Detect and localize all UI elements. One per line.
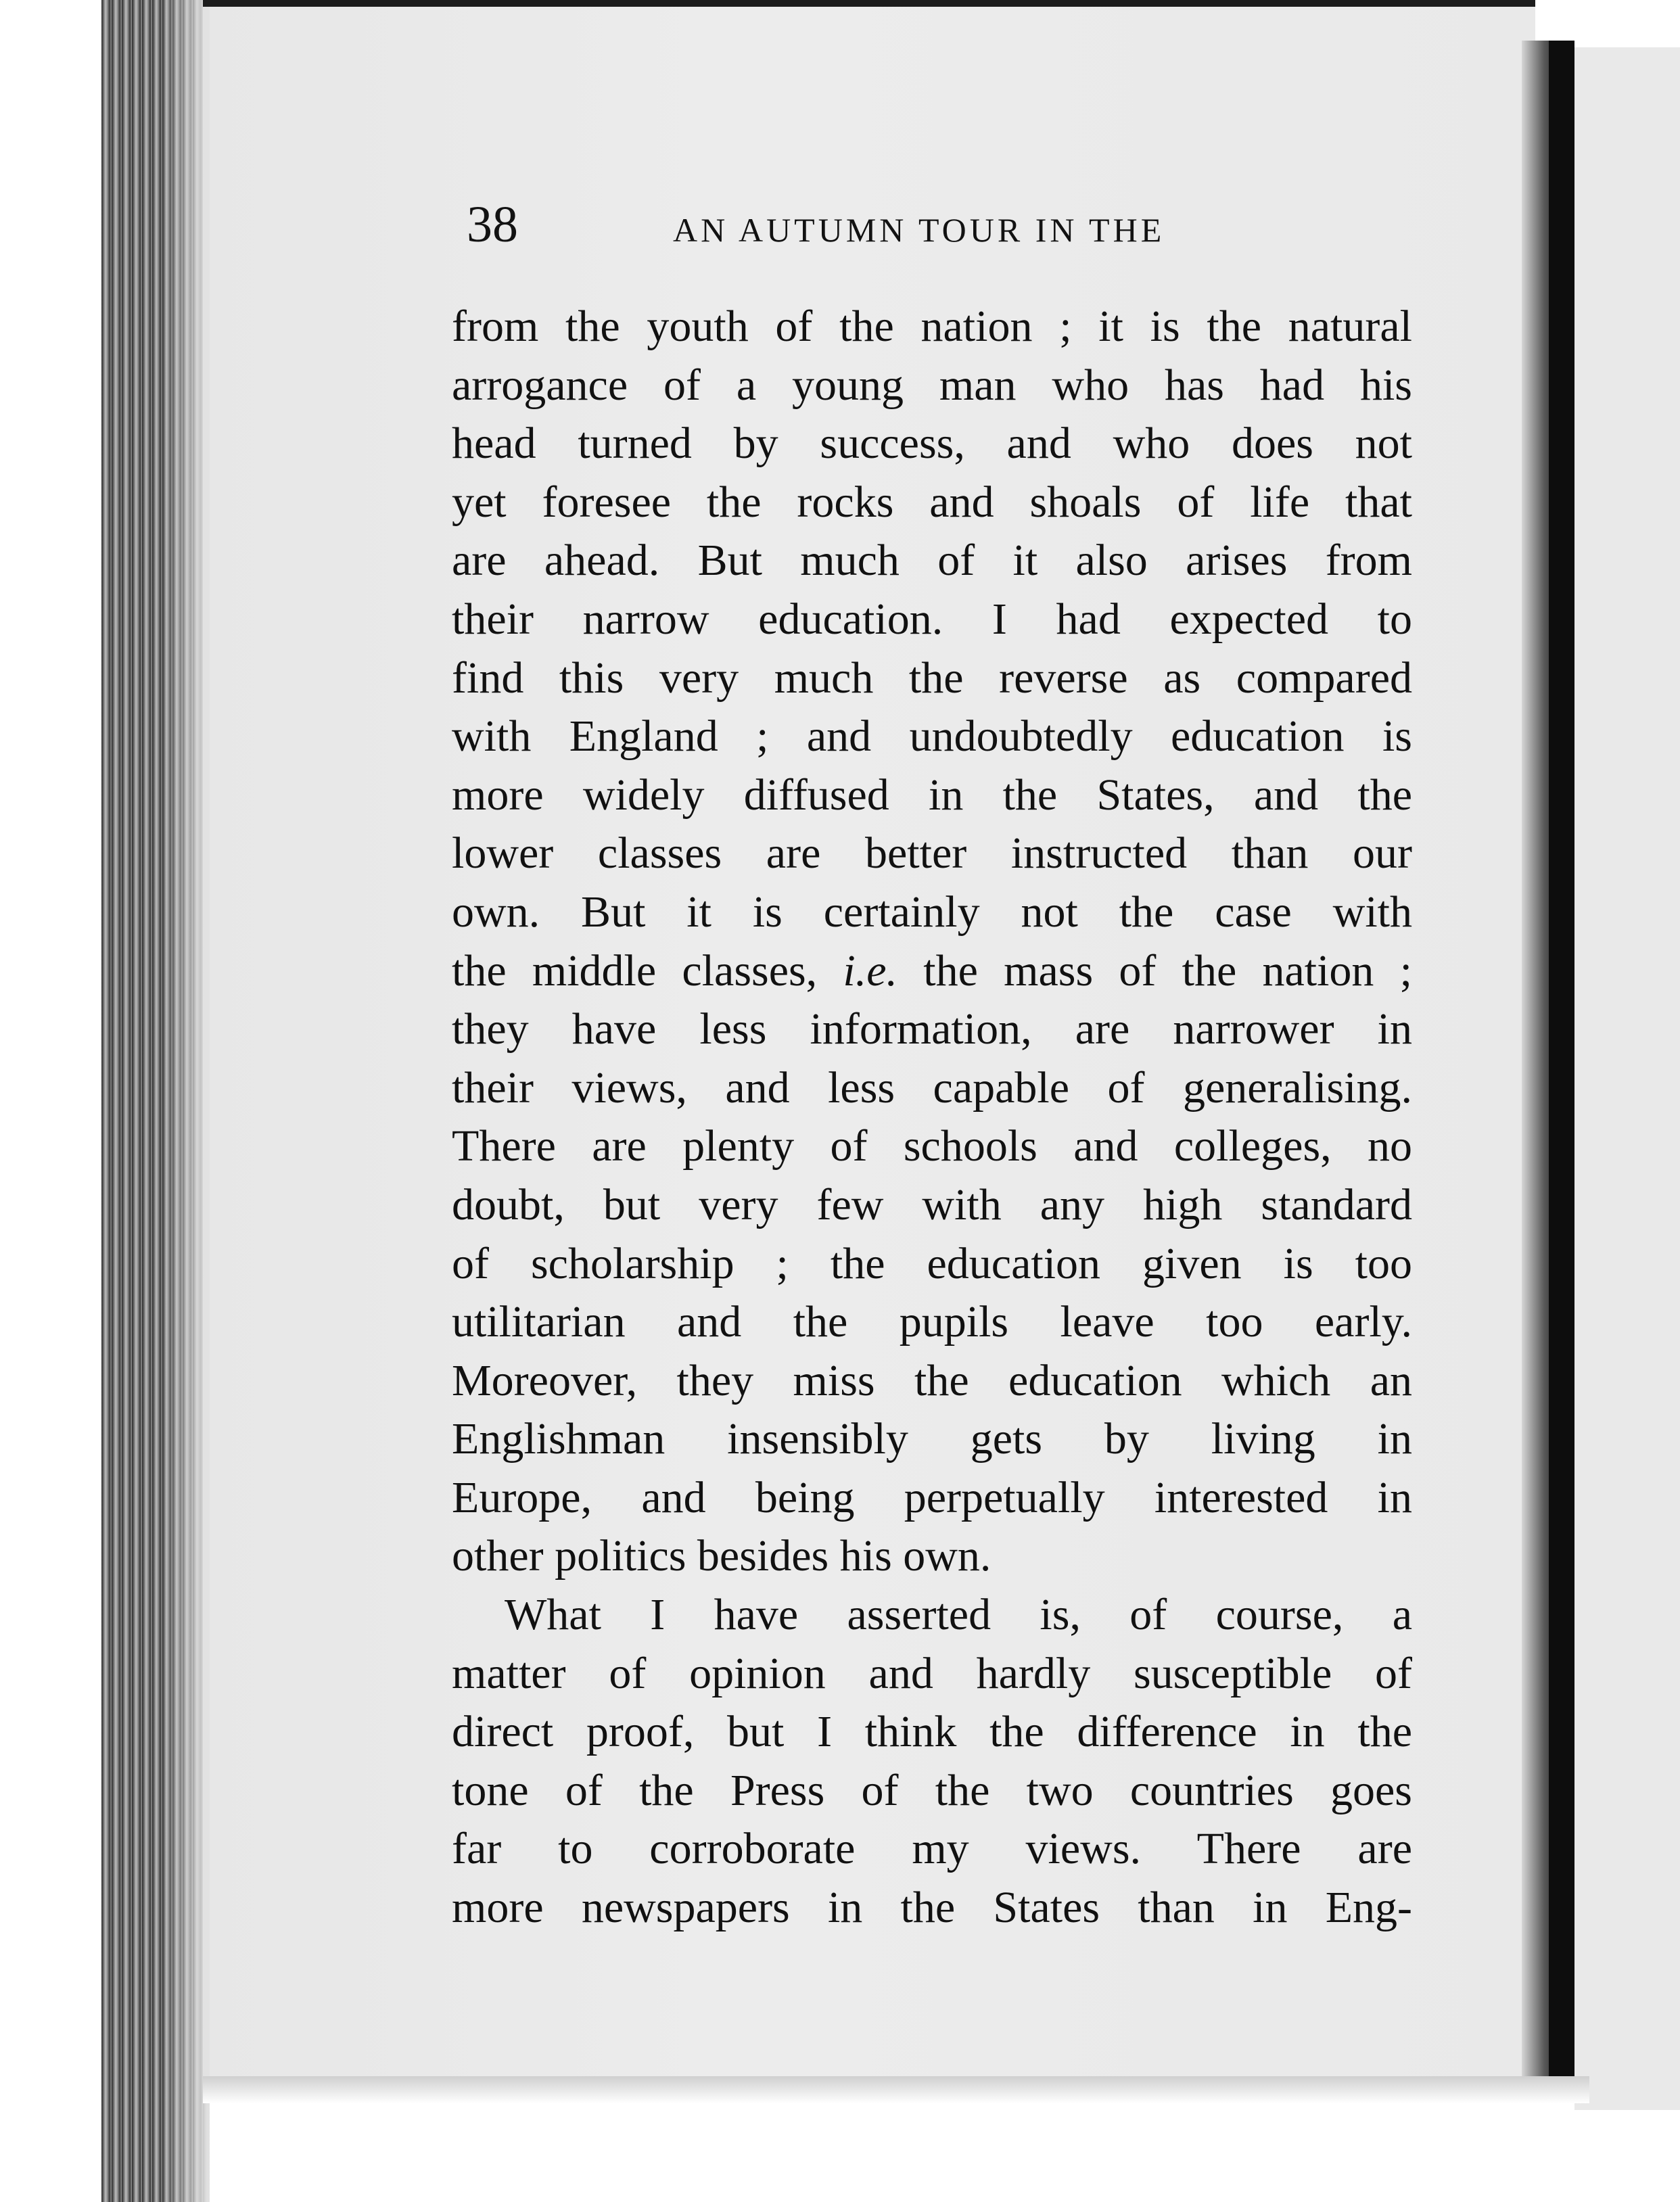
text-line: they have less information, are narrower in	[452, 1004, 1412, 1054]
text-line-mixed	[452, 942, 1412, 1001]
text-segment: the mass of the nation ;	[923, 945, 1413, 995]
text-line: find this very much the reverse as compared	[452, 653, 1412, 703]
text-line: their views, and less capable of generalising.	[452, 1062, 1412, 1112]
text-line: utilitarian and the pupils leave too early.	[452, 1297, 1412, 1347]
text-line: yet foresee the rocks and shoals of life that	[452, 477, 1412, 527]
text-line-paragraph-start: What I have asserted is, of course, a	[505, 1590, 1412, 1640]
text-line: with England ; and undoubtedly education is	[452, 711, 1412, 762]
text-line: There are plenty of schools and colleges, no	[452, 1121, 1412, 1171]
body-text	[452, 298, 1412, 1938]
text-line: arrogance of a young man who has had his	[452, 360, 1412, 410]
page-number: 38	[467, 196, 518, 253]
text-line: Moreover, they miss the education which an	[452, 1355, 1412, 1405]
text-line: direct proof, but I think the difference in the	[452, 1707, 1412, 1757]
page-edge-fade	[162, 0, 210, 2202]
text-line: from the youth of the nation ; it is the natural	[452, 302, 1412, 351]
text-line: Europe, and being perpetually interested in	[452, 1472, 1412, 1522]
text-line: their narrow education. I had expected to	[452, 594, 1412, 644]
text-line: matter of opinion and hardly susceptible of	[452, 1648, 1412, 1698]
text-segment: the middle classes,	[452, 945, 818, 995]
text-line: of scholarship ; the education given is too	[452, 1238, 1412, 1288]
text-line: doubt, but very few with any high standard	[452, 1179, 1412, 1229]
book-spine	[1549, 41, 1574, 2103]
page-top-edge	[203, 0, 1535, 7]
page-bottom-shadow	[203, 2076, 1589, 2103]
text-line: own. But it is certainly not the case with	[452, 887, 1412, 937]
text-line: are ahead. But much of it also arises from	[452, 536, 1412, 586]
text-line: tone of the Press of the two countries goes	[452, 1765, 1412, 1815]
running-title: AN AUTUMN TOUR IN THE	[673, 211, 1165, 249]
text-line: more widely diffused in the States, and the	[452, 770, 1412, 820]
text-line: head turned by success, and who does not	[452, 419, 1412, 469]
italic-abbreviation: i.e.	[843, 945, 898, 995]
text-line: lower classes are better instructed than our	[452, 828, 1412, 879]
text-line: Englishman insensibly gets by living in	[452, 1414, 1412, 1464]
text-line-paragraph-end: other politics besides his own.	[452, 1531, 991, 1581]
facing-page-edge	[1574, 47, 1680, 2110]
text-line: more newspapers in the States than in Eng-	[452, 1883, 1412, 1933]
running-head	[467, 197, 1231, 258]
text-line: far to corroborate my views. There are	[452, 1824, 1412, 1874]
